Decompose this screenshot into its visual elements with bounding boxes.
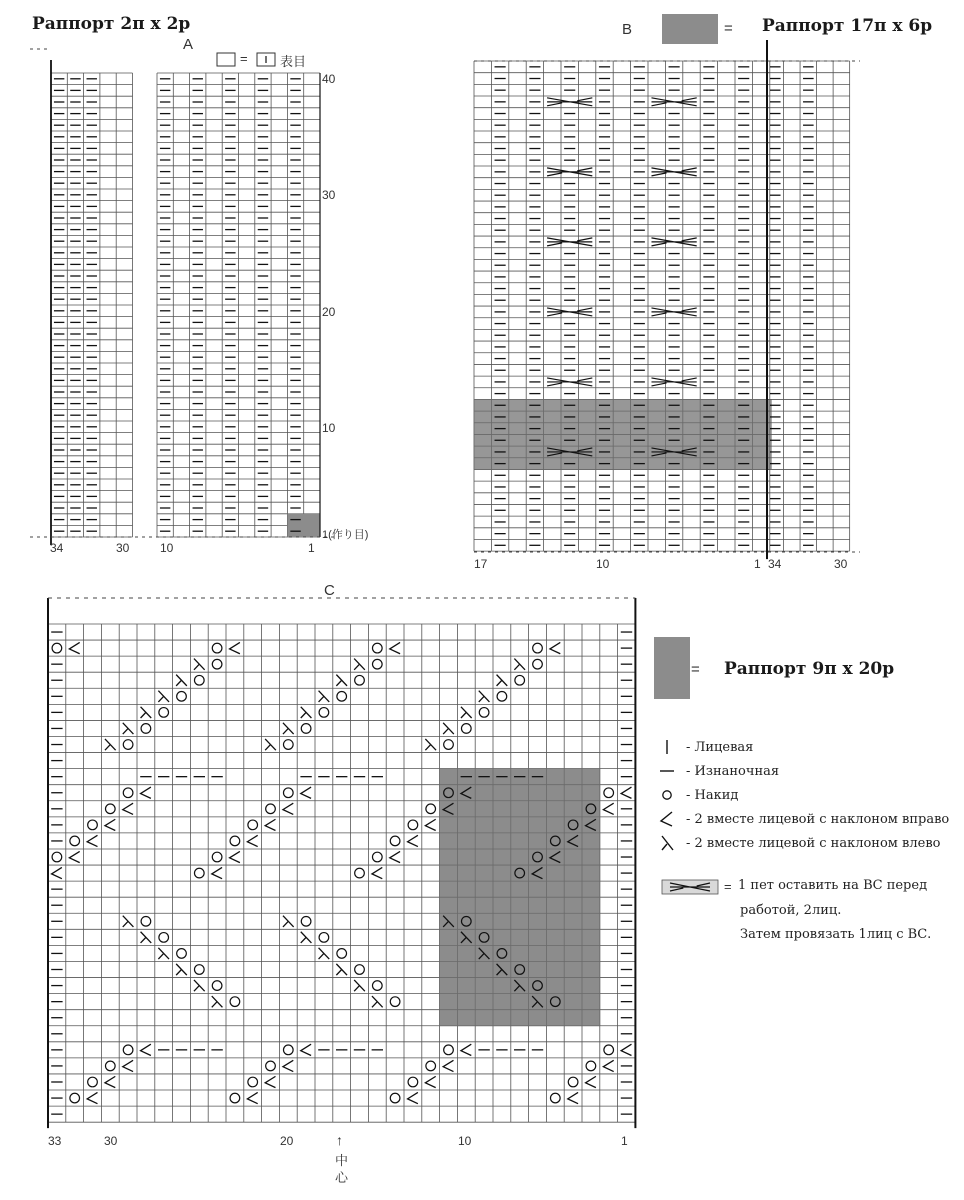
k2tog-right-mark xyxy=(87,835,97,846)
cable-mark xyxy=(651,238,696,246)
k2tog-right-mark xyxy=(301,1044,311,1055)
k2tog-left-mark xyxy=(372,996,383,1007)
legend-item-knit xyxy=(656,735,753,759)
legend-label: - Накид xyxy=(686,787,739,803)
yarn-over-mark xyxy=(604,1045,614,1055)
chart-a-col-label: 34 xyxy=(50,541,64,555)
k2tog-left-mark xyxy=(283,723,294,734)
k2tog-left-mark xyxy=(123,916,134,927)
k2tog-right-mark xyxy=(390,642,400,653)
chart-a-row-label: 1(作り目) xyxy=(322,529,369,541)
yarn-over-mark xyxy=(266,804,276,814)
yarn-over-mark xyxy=(177,949,187,959)
cable-mark xyxy=(651,378,696,386)
cable-mark xyxy=(547,238,592,246)
purl-icon xyxy=(656,761,678,781)
yarn-over-mark xyxy=(194,675,204,685)
k2tog-right-mark xyxy=(283,803,293,814)
k2tog-right-mark xyxy=(408,1092,418,1103)
chart-c-col-label: 33 xyxy=(48,1134,62,1148)
yarn-over-mark xyxy=(426,804,436,814)
k2tog-right-mark xyxy=(408,835,418,846)
yarn-over-mark xyxy=(461,724,471,734)
k2tog-right-mark xyxy=(586,1076,596,1087)
cable-mark xyxy=(651,168,696,176)
k2tog-left-icon xyxy=(656,833,678,853)
k2tog-right-mark xyxy=(230,642,240,653)
k2tog-right-mark xyxy=(568,1092,578,1103)
yarn-over-mark xyxy=(230,1093,240,1103)
yarn-over-mark xyxy=(194,965,204,975)
k2tog-right-mark xyxy=(461,1044,471,1055)
k2tog-left-mark xyxy=(158,691,169,702)
yarn-over-mark xyxy=(301,724,311,734)
chart-a-col-label: 30 xyxy=(116,541,130,555)
yarn-over-mark xyxy=(283,1045,293,1055)
k2tog-left-mark xyxy=(443,723,454,734)
legend-item-k2tog-right xyxy=(656,807,949,831)
k2tog-left-mark xyxy=(514,659,525,670)
chart-b-grid xyxy=(474,61,772,551)
yarn-over-mark xyxy=(123,740,133,750)
yarn-over-mark xyxy=(533,643,543,653)
yarn-over-mark xyxy=(372,852,382,862)
yarn-over-mark xyxy=(88,1077,98,1087)
k2tog-left-mark xyxy=(141,932,152,943)
k2tog-right-mark xyxy=(283,1060,293,1071)
k2tog-right-mark xyxy=(87,1092,97,1103)
yarn-over-mark xyxy=(123,1045,133,1055)
yarn-over-mark xyxy=(444,1045,454,1055)
k2tog-left-mark xyxy=(319,691,330,702)
cable-mark xyxy=(651,98,696,106)
chart-a-row-label: 40 xyxy=(322,72,336,86)
chart-c-col-label: 30 xyxy=(104,1134,118,1148)
yarn-over-mark xyxy=(550,1093,560,1103)
cable-mark xyxy=(547,308,592,316)
yarn-over-mark xyxy=(372,981,382,991)
yarn-over-mark xyxy=(212,659,222,669)
chart-a-col-label: 1 xyxy=(308,541,315,555)
knit-icon xyxy=(656,737,678,757)
yarn-over-mark xyxy=(105,804,115,814)
cable-mark xyxy=(547,378,592,386)
yarn-over-mark xyxy=(426,1061,436,1071)
chart-a-rapport-fill xyxy=(287,514,320,537)
cable-mark xyxy=(547,168,592,176)
yarn-over-mark xyxy=(319,933,329,943)
yarn-over-mark xyxy=(52,852,62,862)
k2tog-right-mark xyxy=(443,1060,453,1071)
yarn-over-mark xyxy=(337,949,347,959)
cable-description-line: Затем провязать 1лиц с ВС. xyxy=(740,927,932,942)
chart-b-ext-grid xyxy=(767,61,850,551)
chart-b-letter: B xyxy=(622,21,633,38)
k2tog-right-mark xyxy=(69,642,79,653)
chart-a-right-grid xyxy=(157,73,320,537)
k2tog-right-mark xyxy=(247,835,257,846)
legend-label: - Изнаночная xyxy=(686,763,780,779)
k2tog-right-mark xyxy=(247,1092,257,1103)
k2tog-left-mark xyxy=(354,659,365,670)
k2tog-right-mark xyxy=(550,642,560,653)
chart-c-letter: C xyxy=(324,582,335,599)
yarn-over-mark xyxy=(533,659,543,669)
k2tog-left-mark xyxy=(336,675,347,686)
k2tog-right-mark xyxy=(301,787,311,798)
k2tog-right-mark xyxy=(141,1044,151,1055)
yarn-over-mark xyxy=(372,659,382,669)
chart-c-center-label: 中 xyxy=(335,1153,349,1168)
chart-a-row-label: 30 xyxy=(322,188,336,202)
k2tog-left-mark xyxy=(176,675,187,686)
chart-a-row-label: 10 xyxy=(322,421,336,435)
k2tog-right-mark xyxy=(105,1076,115,1087)
yarn-over-mark xyxy=(123,788,133,798)
legend-label: - Лицевая xyxy=(686,739,754,755)
chart-b-legend-eq: = xyxy=(724,20,733,37)
chart-a-left-grid xyxy=(51,73,133,537)
chart-c-col-label: 1 xyxy=(621,1134,628,1148)
chart-b-ext-col-label: 30 xyxy=(834,557,848,571)
yarn-over-mark xyxy=(248,820,258,830)
chart-b-col-label: 10 xyxy=(596,557,610,571)
yarn-over-mark xyxy=(515,675,525,685)
k2tog-left-mark xyxy=(497,675,508,686)
yarn-over-mark xyxy=(70,1093,80,1103)
yarn-over-mark xyxy=(212,981,222,991)
chart-a-rapport-title: Раппорт 2п х 2р xyxy=(32,14,191,34)
chart-b-ext-col-label: 34 xyxy=(768,557,782,571)
yarn-over-mark xyxy=(283,788,293,798)
k2tog-left-mark xyxy=(301,932,312,943)
yarn-over-mark xyxy=(355,868,365,878)
yarn-over-mark xyxy=(355,965,365,975)
chart-a-col-label: 10 xyxy=(160,541,174,555)
yarn-over-mark xyxy=(408,820,418,830)
yarn-over-mark xyxy=(266,1061,276,1071)
legend-label: - 2 вместе лицевой с наклоном влево xyxy=(686,835,941,851)
k2tog-left-mark xyxy=(194,659,205,670)
k2tog-left-mark xyxy=(265,739,276,750)
yarn-over-mark xyxy=(212,852,222,862)
k2tog-right-mark xyxy=(123,1060,133,1071)
cable-description-line: работой, 2лиц. xyxy=(740,903,842,918)
cable-mark xyxy=(651,308,696,316)
yarn-over-mark xyxy=(159,933,169,943)
yarn-over-mark xyxy=(390,997,400,1007)
yarn-over-mark xyxy=(444,740,454,750)
yarn-over-mark xyxy=(230,997,240,1007)
k2tog-left-mark xyxy=(123,723,134,734)
k2tog-left-mark xyxy=(176,964,187,975)
yarn-over-mark xyxy=(479,708,489,718)
chart-b-col-label: 1 xyxy=(754,557,761,571)
yarn-over-mark xyxy=(337,691,347,701)
k2tog-right-mark xyxy=(123,803,133,814)
legend-item-purl xyxy=(656,759,779,783)
yarn-over-mark xyxy=(390,1093,400,1103)
yarn-over-mark xyxy=(177,691,187,701)
yarn-over-icon xyxy=(656,785,678,805)
yarn-over-mark xyxy=(390,836,400,846)
k2tog-right-mark xyxy=(230,851,240,862)
yarn-over-mark xyxy=(372,643,382,653)
yarn-over-mark xyxy=(568,1077,578,1087)
k2tog-right-mark xyxy=(265,819,275,830)
k2tog-right-mark xyxy=(603,803,613,814)
k2tog-right-mark xyxy=(52,867,62,878)
k2tog-left-mark xyxy=(319,948,330,959)
cable-mark xyxy=(547,98,592,106)
chart-c-legend-swatch xyxy=(654,637,690,699)
k2tog-left-mark xyxy=(283,916,294,927)
k2tog-left-mark xyxy=(354,980,365,991)
yarn-over-mark xyxy=(70,836,80,846)
yarn-over-mark xyxy=(159,708,169,718)
k2tog-right-mark xyxy=(621,1044,631,1055)
yarn-over-mark xyxy=(141,724,151,734)
legend-rapport-eq: = xyxy=(691,661,700,678)
yarn-over-mark xyxy=(212,643,222,653)
k2tog-left-mark xyxy=(301,707,312,718)
chart-a-legend-eq: = xyxy=(240,51,248,66)
yarn-over-mark xyxy=(141,916,151,926)
k2tog-left-mark xyxy=(194,980,205,991)
legend-item-k2tog-left xyxy=(656,831,940,855)
chart-a-row-label: 20 xyxy=(322,305,336,319)
cable-description-line: 1 пет оставить на ВС перед xyxy=(738,878,928,893)
k2tog-left-mark xyxy=(425,739,436,750)
chart-a-letter: A xyxy=(183,36,194,53)
yarn-over-mark xyxy=(355,675,365,685)
yarn-over-mark xyxy=(301,916,311,926)
k2tog-right-mark xyxy=(69,851,79,862)
k2tog-right-mark xyxy=(372,867,382,878)
k2tog-right-mark xyxy=(265,1076,275,1087)
chart-b-rapport-title: Раппорт 17п х 6р xyxy=(762,16,933,36)
k2tog-left-mark xyxy=(479,691,490,702)
chart-c-col-label: 20 xyxy=(280,1134,294,1148)
chart-c-col-label: 10 xyxy=(458,1134,472,1148)
yarn-over-mark xyxy=(283,740,293,750)
k2tog-left-mark xyxy=(141,707,152,718)
yarn-over-mark xyxy=(88,820,98,830)
yarn-over-mark xyxy=(319,708,329,718)
k2tog-right-mark xyxy=(212,867,222,878)
legend-item-yarn-over xyxy=(656,783,738,807)
k2tog-right-mark xyxy=(621,787,631,798)
chart-a-legend-knit-label: 表目 xyxy=(280,54,307,69)
yarn-over-mark xyxy=(408,1077,418,1087)
k2tog-left-mark xyxy=(212,996,223,1007)
chart-c-center-arrow: ↑ xyxy=(336,1132,343,1148)
k2tog-left-mark xyxy=(336,964,347,975)
k2tog-right-icon xyxy=(656,809,678,829)
k2tog-right-mark xyxy=(603,1060,613,1071)
yarn-over-mark xyxy=(105,1061,115,1071)
legend-cable-eq: = xyxy=(724,879,732,894)
k2tog-left-mark xyxy=(461,707,472,718)
chart-a-legend-empty-cell xyxy=(217,53,235,66)
k2tog-right-mark xyxy=(105,819,115,830)
k2tog-right-mark xyxy=(390,851,400,862)
yarn-over-mark xyxy=(230,836,240,846)
yarn-over-mark xyxy=(248,1077,258,1087)
chart-c-center-label: 心 xyxy=(335,1170,349,1185)
yarn-over-mark xyxy=(52,643,62,653)
yarn-over-mark xyxy=(586,1061,596,1071)
k2tog-right-mark xyxy=(141,787,151,798)
yarn-over-mark xyxy=(604,788,614,798)
yarn-over-mark xyxy=(497,691,507,701)
chart-b-col-label: 17 xyxy=(474,557,488,571)
k2tog-right-mark xyxy=(425,1076,435,1087)
chart-b-legend-swatch xyxy=(662,14,718,44)
k2tog-left-mark xyxy=(105,739,116,750)
chart-c-rapport-title: Раппорт 9п х 20р xyxy=(724,659,895,679)
k2tog-left-mark xyxy=(158,948,169,959)
legend-label: - 2 вместе лицевой с наклоном вправо xyxy=(686,811,950,827)
chart-c-grid xyxy=(48,624,635,1122)
k2tog-right-mark xyxy=(425,819,435,830)
yarn-over-mark xyxy=(194,868,204,878)
